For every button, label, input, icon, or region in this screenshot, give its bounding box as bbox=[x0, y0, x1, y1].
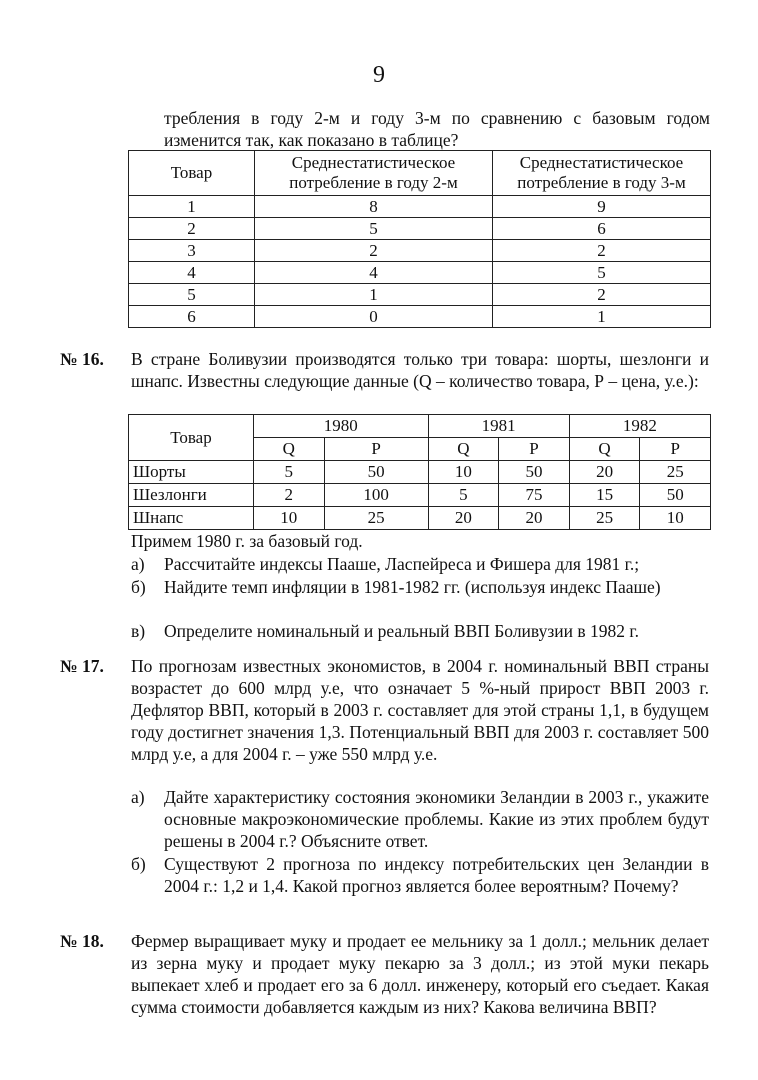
problem-17-item-a bbox=[131, 786, 709, 852]
problem-16-item-b bbox=[131, 576, 709, 598]
consumption-table bbox=[128, 150, 711, 328]
bolivuzia-table bbox=[128, 414, 711, 530]
table-cell: 10 bbox=[428, 461, 499, 484]
table-header-row bbox=[129, 415, 711, 438]
table-cell: 25 bbox=[324, 507, 428, 530]
table-cell: 5 bbox=[493, 262, 711, 284]
table-cell: 8 bbox=[255, 196, 493, 218]
table-cell: 2 bbox=[254, 484, 325, 507]
table-cell: 5 bbox=[254, 461, 325, 484]
problem-18-text: Фермер выращивает муку и продает ее мельнику за 1 долл.; мельник делает из зерна муку и продает муку пекарю за 3 долл.; из этой муки пекарь выпекает хлеб и продает его за 6 долл. инженеру, который его съедает. Какая сумма стоимости добавляется каждым из них? Какова величина ВВП? bbox=[131, 931, 709, 1017]
table-cell: 50 bbox=[640, 484, 711, 507]
table-cell: 4 bbox=[129, 262, 255, 284]
table-cell: 15 bbox=[569, 484, 640, 507]
subheader-cell: P bbox=[640, 438, 711, 461]
item-label: б) bbox=[131, 854, 146, 874]
table-cell: 2 bbox=[255, 240, 493, 262]
problem-16-note: Примем 1980 г. за базовый год. bbox=[131, 531, 363, 551]
table-row bbox=[129, 262, 711, 284]
table-cell: 2 bbox=[493, 240, 711, 262]
table-cell: 3 bbox=[129, 240, 255, 262]
table-cell: 50 bbox=[499, 461, 570, 484]
item-label: а) bbox=[131, 787, 145, 807]
item-label: а) bbox=[131, 554, 145, 574]
table-cell: 2 bbox=[129, 218, 255, 240]
table-row bbox=[129, 196, 711, 218]
row-label: Шорты bbox=[129, 461, 254, 484]
year-header-1982: 1982 bbox=[569, 415, 710, 438]
page-number: 9 bbox=[373, 62, 385, 88]
table-cell: 10 bbox=[254, 507, 325, 530]
table-cell: 9 bbox=[493, 196, 711, 218]
subheader-cell: Q bbox=[254, 438, 325, 461]
table-cell: 5 bbox=[255, 218, 493, 240]
problem-16-item-c bbox=[131, 620, 709, 642]
item-label: б) bbox=[131, 577, 146, 597]
subheader-cell: P bbox=[499, 438, 570, 461]
table-cell: 4 bbox=[255, 262, 493, 284]
table-cell: 0 bbox=[255, 306, 493, 328]
table-cell: 2 bbox=[493, 284, 711, 306]
table-row bbox=[129, 461, 711, 484]
item-text: Определите номинальный и реальный ВВП Боливузии в 1982 г. bbox=[164, 621, 639, 641]
table-cell: 75 bbox=[499, 484, 570, 507]
problem-17-item-b bbox=[131, 853, 709, 897]
row-label: Шезлонги bbox=[129, 484, 254, 507]
header-cell: Товар bbox=[129, 151, 255, 196]
table-row bbox=[129, 484, 711, 507]
table-cell: 20 bbox=[499, 507, 570, 530]
year-header-1980: 1980 bbox=[254, 415, 429, 438]
table-cell: 20 bbox=[569, 461, 640, 484]
intro-text: требления в году 2-м и году 3-м по сравнению с базовым годом изменится так, как показано в таблице? bbox=[164, 108, 710, 150]
problem-16-text: В стране Боливузии производятся только три товара: шорты, шезлонги и шнапс. Известны следующие данные (Q – количество товара, Р – цена, у.е.): bbox=[131, 349, 709, 391]
table-cell: 25 bbox=[569, 507, 640, 530]
header-cell: Товар bbox=[129, 415, 254, 461]
table-cell: 1 bbox=[255, 284, 493, 306]
problem-17-number: № 17. bbox=[60, 656, 104, 676]
problem-16-number: № 16. bbox=[60, 349, 104, 369]
problem-18-number: № 18. bbox=[60, 931, 104, 951]
item-text: Найдите темп инфляции в 1981-1982 гг. (используя индекс Пааше) bbox=[164, 577, 661, 597]
table-row bbox=[129, 284, 711, 306]
row-label: Шнапс bbox=[129, 507, 254, 530]
year-header-1981: 1981 bbox=[428, 415, 569, 438]
table-cell: 6 bbox=[493, 218, 711, 240]
item-text: Существуют 2 прогноза по индексу потребительских цен Зеландии в 2004 г.: 1,2 и 1,4. Какой прогноз является более вероятным? Почему? bbox=[164, 854, 709, 896]
subheader-cell: P bbox=[324, 438, 428, 461]
table-cell: 1 bbox=[493, 306, 711, 328]
header-cell: Среднестатистическое потребление в году 3-м bbox=[493, 151, 711, 196]
table-cell: 5 bbox=[428, 484, 499, 507]
problem-16-item-a bbox=[131, 553, 709, 575]
table-row bbox=[129, 507, 711, 530]
table-cell: 25 bbox=[640, 461, 711, 484]
table-cell: 10 bbox=[640, 507, 711, 530]
subheader-cell: Q bbox=[428, 438, 499, 461]
problem-17-text: По прогнозам известных экономистов, в 2004 г. номинальный ВВП страны возрастет до 600 млрд у.е, что означает 5 %-ный прирост ВВП 2003 г. Дефлятор ВВП, который в 2003 г. составляет для этой страны 1,1, в будущем году достигнет значения 1,3. Потенциальный ВВП для 2003 г. составляет 500 млрд у.е, а для 2004 г. – уже 550 млрд у.е. bbox=[131, 656, 709, 764]
table-row bbox=[129, 306, 711, 328]
table-cell: 6 bbox=[129, 306, 255, 328]
table-cell: 50 bbox=[324, 461, 428, 484]
item-label: в) bbox=[131, 621, 146, 641]
table-row bbox=[129, 218, 711, 240]
table-cell: 1 bbox=[129, 196, 255, 218]
table-header-row bbox=[129, 151, 711, 196]
table-cell: 100 bbox=[324, 484, 428, 507]
item-text: Дайте характеристику состояния экономики Зеландии в 2003 г., укажите основные макроэкономические проблемы. Какие из этих проблем будут решены в 2004 г.? Объясните ответ. bbox=[164, 787, 709, 851]
header-cell: Среднестатистическое потребление в году 2-м bbox=[255, 151, 493, 196]
subheader-cell: Q bbox=[569, 438, 640, 461]
table-row bbox=[129, 240, 711, 262]
item-text: Рассчитайте индексы Пааше, Ласпейреса и Фишера для 1981 г.; bbox=[164, 554, 640, 574]
table-cell: 5 bbox=[129, 284, 255, 306]
table-cell: 20 bbox=[428, 507, 499, 530]
